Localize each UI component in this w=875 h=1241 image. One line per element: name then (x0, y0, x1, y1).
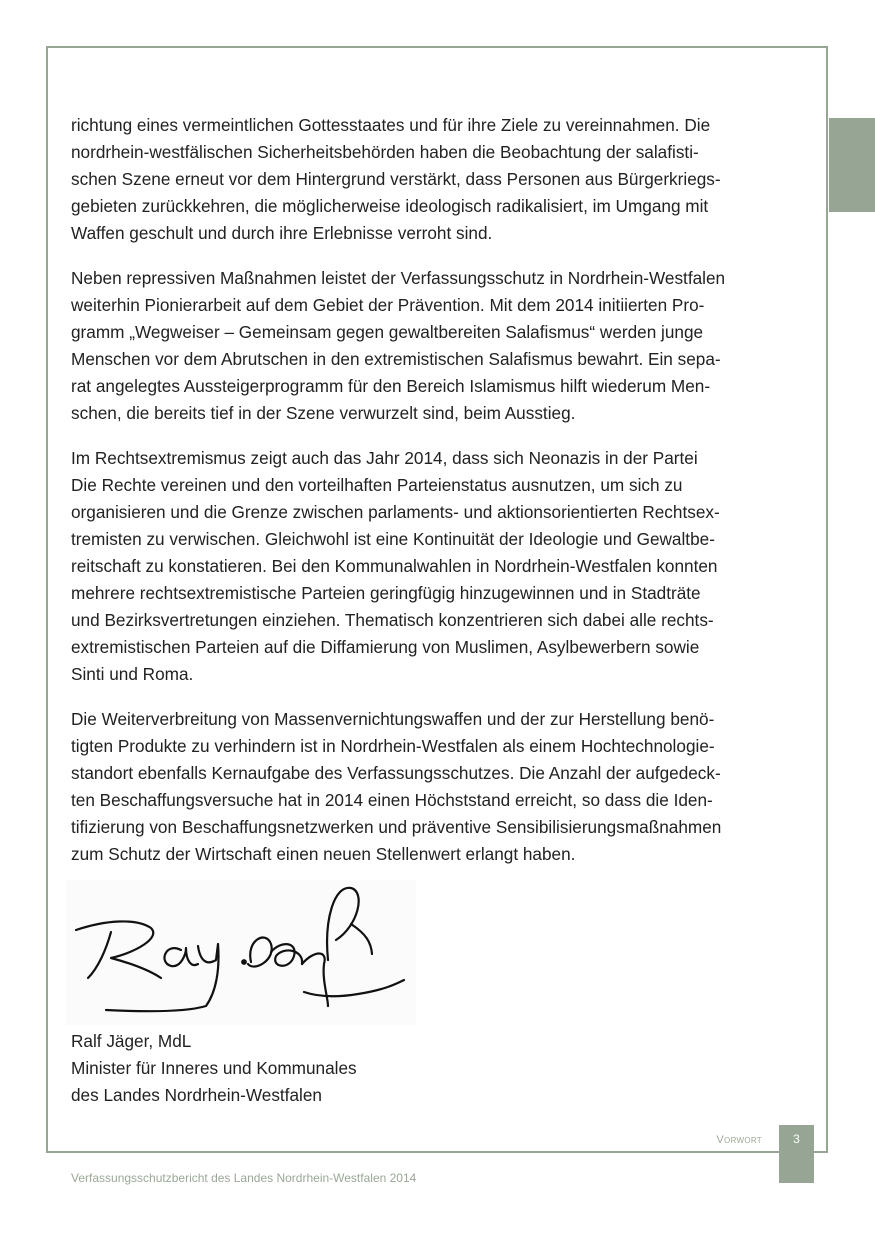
text-line: rat angelegtes Aussteigerprogramm für den Bereich Islamismus hilft wiederum Men- (71, 376, 711, 396)
text-line: weiterhin Pionierarbeit auf dem Gebiet der Prävention. Mit dem 2014 initiierten Pro- (71, 295, 705, 315)
text-line: gramm „Wegweiser – Gemeinsam gegen gewaltbereiten Salafismus“ werden junge (71, 322, 704, 342)
signer-title-continued: des Landes Nordrhein-Westfalen (71, 1085, 322, 1105)
paragraph-3 (71, 445, 783, 688)
signer-block (71, 1028, 357, 1109)
text-line: ten Beschaffungsversuche hat in 2014 einen Höchststand erreicht, so dass die Iden- (71, 790, 713, 810)
text-line: schen Szene erneut vor dem Hintergrund verstärkt, dass Personen aus Bürgerkriegs- (71, 169, 721, 189)
text-line: mehrere rechtsextremistische Parteien geringfügig hinzugewinnen und in Stadträte (71, 583, 701, 603)
paragraph-1 (71, 112, 783, 247)
text-line: und Bezirksvertretungen einziehen. Thematisch konzentrieren sich dabei alle rechts- (71, 610, 714, 630)
text-line: tremisten zu verwischen. Gleichwohl ist eine Kontinuität der Ideologie und Gewaltbe- (71, 529, 715, 549)
footer-text: Verfassungsschutzbericht des Landes Nordrhein-Westfalen 2014 (71, 1171, 417, 1185)
text-line: richtung eines vermeintlichen Gottesstaates und für ihre Ziele zu vereinnahmen. Die (71, 115, 711, 135)
text-line: tifizierung von Beschaffungsnetzwerken und präventive Sensibilisierungsmaßnahmen (71, 817, 722, 837)
body-text (71, 112, 783, 886)
paragraph-2 (71, 265, 783, 427)
text-line: reitschaft zu konstatieren. Bei den Kommunalwahlen in Nordrhein-Westfalen konnten (71, 556, 718, 576)
text-line: extremistischen Parteien auf die Diffamierung von Muslimen, Asylbewerbern sowie (71, 637, 700, 657)
text-line: Waffen geschult und durch ihre Erlebnisse verroht sind. (71, 223, 493, 243)
paragraph-4 (71, 706, 783, 868)
text-line: organisieren und die Grenze zwischen parlaments- und aktionsorientierten Rechtsex- (71, 502, 720, 522)
text-line: nordrhein-westfälischen Sicherheitsbehörden haben die Beobachtung der salafisti- (71, 142, 699, 162)
signer-name: Ralf Jäger, MdL (71, 1031, 192, 1051)
text-line: tigten Produkte zu verhindern ist in Nordrhein-Westfalen als einem Hochtechnologie- (71, 736, 715, 756)
section-label: Vorwort (716, 1134, 762, 1146)
signer-title: Minister für Inneres und Kommunales (71, 1058, 357, 1078)
chapter-side-tab (829, 118, 875, 212)
text-line: gebieten zurückkehren, die möglicherweise ideologisch radikalisiert, im Umgang mit (71, 196, 709, 216)
page-number: 3 (779, 1125, 814, 1183)
text-line: Im Rechtsextremismus zeigt auch das Jahr 2014, dass sich Neonazis in der Partei (71, 448, 698, 468)
text-line: Menschen vor dem Abrutschen in den extremistischen Salafismus bewahrt. Ein sepa- (71, 349, 721, 369)
text-line: Die Weiterverbreitung von Massenvernichtungswaffen und der zur Herstellung benö- (71, 709, 715, 729)
text-line: schen, die bereits tief in der Szene verwurzelt sind, beim Ausstieg. (71, 403, 576, 423)
text-line: Neben repressiven Maßnahmen leistet der Verfassungsschutz in Nordrhein-Westfalen (71, 268, 726, 288)
text-line: standort ebenfalls Kernaufgabe des Verfassungsschutzes. Die Anzahl der aufgedeck- (71, 763, 721, 783)
handwritten-signature (66, 880, 416, 1025)
text-line: zum Schutz der Wirtschaft einen neuen Stellenwert erlangt haben. (71, 844, 576, 864)
text-line: Sinti und Roma. (71, 664, 194, 684)
text-line: Die Rechte vereinen und den vorteilhaften Parteienstatus ausnutzen, um sich zu (71, 475, 683, 495)
